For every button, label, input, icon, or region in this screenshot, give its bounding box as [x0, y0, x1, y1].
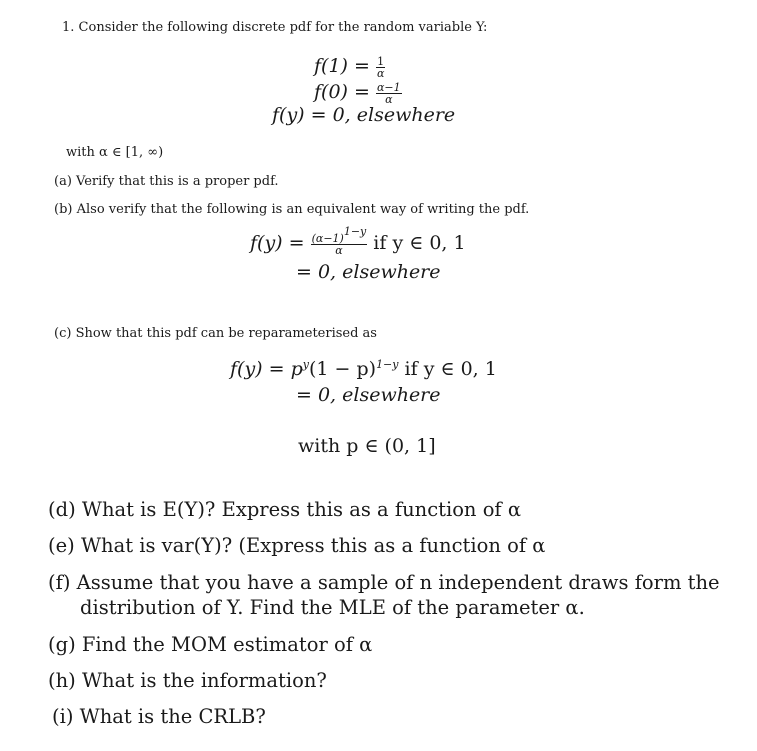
part-h-label: (h)	[48, 669, 76, 692]
part-b-eq-lhs: f(y) =	[250, 232, 311, 254]
pdf-line-2	[314, 81, 402, 105]
part-i-text: What is the CRLB?	[79, 705, 266, 728]
part-a-text: Verify that this is a proper pdf.	[76, 174, 279, 189]
part-i-label: (i)	[52, 705, 74, 728]
part-g	[48, 633, 372, 656]
part-h	[48, 669, 327, 692]
part-b-eq-condition: if y ∈ 0, 1	[367, 232, 466, 254]
exponent-1-minus-y: 1−y	[376, 358, 399, 371]
part-a-label: (a)	[54, 174, 72, 189]
part-c-equation-line-1	[230, 358, 497, 380]
part-g-label: (g)	[48, 633, 76, 656]
fraction-denominator: α	[335, 244, 343, 257]
part-d	[48, 498, 521, 521]
question-intro: Consider the following discrete pdf for the random variable Y:	[78, 20, 488, 35]
pdf-line-1	[314, 55, 385, 79]
part-c-eq-condition: if y ∈ 0, 1	[398, 358, 497, 380]
part-c-label: (c)	[54, 326, 72, 341]
pdf-line-2-fraction	[376, 82, 402, 105]
pdf-line-3: f(y) = 0, elsewhere	[272, 104, 456, 126]
part-f-text-line-1: Assume that you have a sample of n independent draws form the	[76, 571, 720, 594]
part-e	[48, 534, 545, 557]
part-b	[54, 202, 529, 217]
part-f	[48, 571, 720, 594]
part-f-text-line-2: distribution of Y. Find the MLE of the parameter α.	[80, 596, 585, 619]
pdf-line-2-lhs: f(0) =	[314, 81, 376, 103]
part-b-text: Also verify that the following is an equivalent way of writing the pdf.	[76, 202, 530, 217]
fraction-numerator: α−1	[376, 80, 401, 94]
fraction-denominator: α	[385, 92, 393, 106]
part-f-label: (f)	[48, 571, 71, 594]
question-number: 1.	[62, 20, 75, 35]
part-d-text: What is E(Y)? Express this as a function of α	[81, 498, 522, 521]
alpha-domain: with α ∈ [1, ∞)	[66, 145, 164, 160]
part-c-eq-lhs: f(y) = p	[230, 358, 303, 380]
numerator-exponent: 1−y	[343, 225, 367, 238]
exponent-y: y	[302, 358, 309, 371]
part-c-eq-middle: (1 − p)	[308, 358, 377, 380]
part-d-label: (d)	[48, 498, 76, 521]
fraction-numerator: 1	[377, 54, 385, 68]
part-b-equation-line-1	[250, 225, 466, 257]
part-e-text: What is var(Y)? (Express this as a function of α	[80, 534, 546, 557]
pdf-line-1-fraction	[376, 56, 385, 79]
part-e-label: (e)	[48, 534, 75, 557]
fraction-denominator: α	[376, 66, 385, 80]
numerator-base: (α−1)	[311, 232, 344, 245]
pdf-line-1-lhs: f(1) =	[314, 55, 376, 77]
part-c-text: Show that this pdf can be reparameterised as	[75, 326, 377, 341]
question-header	[62, 20, 487, 35]
part-a	[54, 174, 279, 189]
part-i	[52, 705, 266, 728]
part-g-text: Find the MOM estimator of α	[81, 633, 373, 656]
part-c	[54, 326, 377, 341]
part-b-label: (b)	[54, 202, 73, 217]
part-b-equation-line-2: = 0, elsewhere	[296, 261, 441, 283]
p-domain: with p ∈ (0, 1]	[298, 435, 436, 457]
part-c-equation-line-2: = 0, elsewhere	[296, 384, 441, 406]
part-h-text: What is the information?	[81, 669, 327, 692]
part-b-eq-fraction	[311, 225, 368, 257]
